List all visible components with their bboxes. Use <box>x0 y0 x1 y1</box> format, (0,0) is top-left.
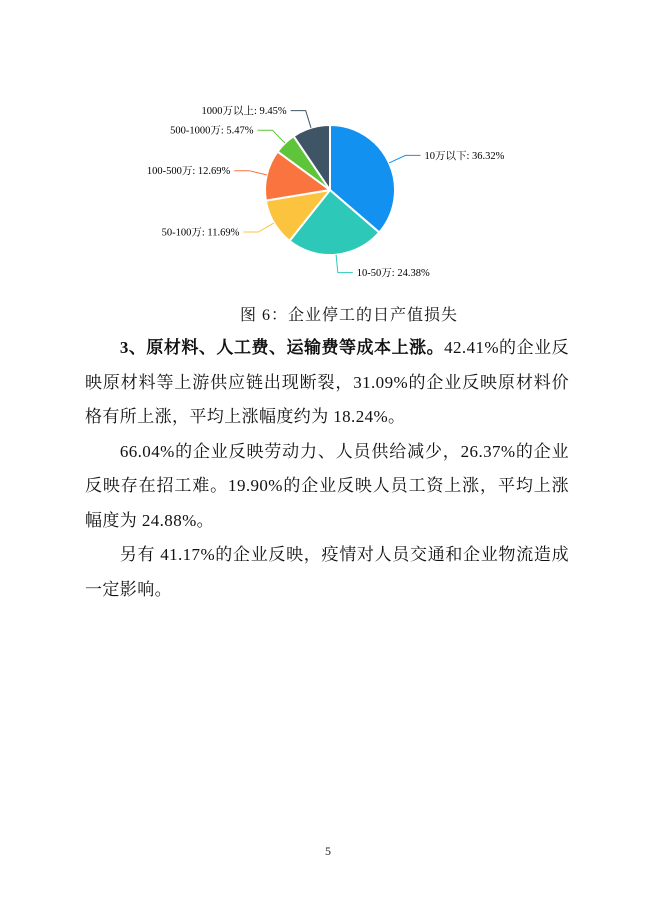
slice-label: 10万以下: 36.32% <box>424 150 505 162</box>
slice-label: 1000万以上: 9.45% <box>201 106 287 118</box>
paragraph <box>85 331 569 435</box>
slice-label: 10-50万: 24.38% <box>356 268 430 280</box>
paragraph-bold-lead: 3、原材料、人工费、运输费等成本上涨。 <box>119 338 445 357</box>
label-leader-line <box>291 111 311 128</box>
paragraph-text: 66.04%的企业反映劳动力、人员供给减少，26.37%的企业反映存在招工难。19.90%的企业反映人员工资上涨，平均上涨幅度为 24.88%。 <box>85 441 569 530</box>
label-leader-line <box>389 155 420 163</box>
label-leader-line <box>243 223 274 232</box>
paragraph-text: 42.41%的企业反映原材料等上游供应链出现断裂，31.09%的企业反映原材料价格有所上涨，平均上涨幅度约为 18.24%。 <box>85 338 569 426</box>
page-number: 5 <box>325 844 331 858</box>
paragraph-text: 另有 41.17%的企业反映，疫情对人员交通和企业物流造成一定影响。 <box>85 545 569 599</box>
figure-caption: 图 6：企业停工的日产值损失 <box>239 307 458 324</box>
paragraph <box>85 435 569 539</box>
pie-chart-svg <box>0 0 650 300</box>
slice-label: 100-500万: 12.69% <box>146 166 231 178</box>
body-paragraphs <box>85 331 569 607</box>
slice-label: 500-1000万: 5.47% <box>170 125 254 137</box>
label-leader-line <box>234 171 266 175</box>
label-leader-line <box>258 130 286 143</box>
slice-label: 50-100万: 11.69% <box>161 227 240 239</box>
paragraph <box>85 538 569 607</box>
label-leader-line <box>336 255 353 273</box>
